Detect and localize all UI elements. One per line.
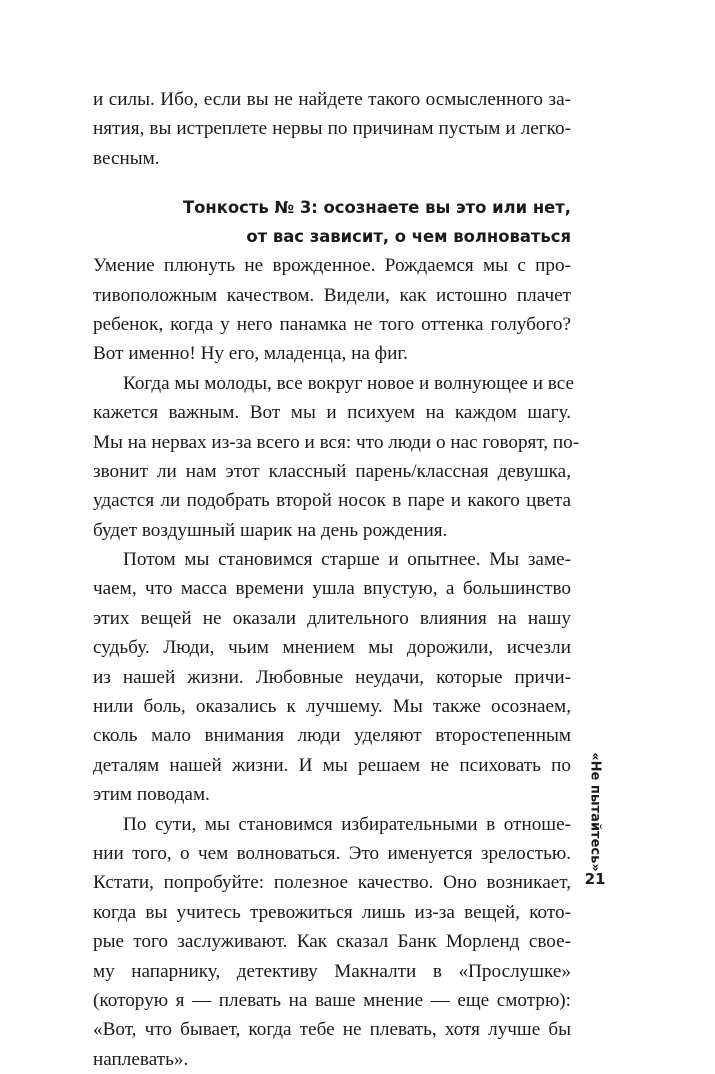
- text-line: «Вот, что бывает, когда тебе не плевать, хотя лучше бы: [93, 1019, 571, 1041]
- text-line: Кстати, попробуйте: полезное качество. Оно возникает,: [93, 872, 571, 894]
- intro-paragraph: [93, 85, 571, 173]
- text-line: Потом мы становимся старше и опытнее. Мы заме-: [123, 549, 571, 571]
- text-line: из нашей жизни. Любовные неудачи, которые причи-: [93, 666, 571, 688]
- text-line: когда вы учитесь тревожиться лишь из-за вещей, кото-: [93, 901, 571, 923]
- text-line: Мы на нервах из-за всего и вся: что люди о нас говорят, по-: [93, 431, 580, 453]
- text-line: удастся ли подобрать второй носок в паре и какого цвета: [93, 490, 571, 512]
- paragraph-3: [93, 545, 571, 810]
- page-number: 21: [584, 870, 606, 888]
- text-line: чаем, что масса времени ушла впустую, а большинство: [93, 578, 571, 600]
- text-line: нии того, о чем волноваться. Это именуется зрелостью.: [93, 842, 571, 864]
- heading-line: Тонкость № 3: осознаете вы это или нет,: [182, 198, 571, 218]
- running-head-title: «Не пытайтесь»: [587, 752, 603, 872]
- text-line: Умение плюнуть не врожденное. Рождаемся мы с про-: [93, 255, 571, 277]
- text-line: будет воздушный шарик на день рождения.: [93, 519, 448, 541]
- text-line: По сути, мы становимся избирательными в отноше-: [123, 813, 571, 835]
- text-line: этих вещей не оказали длительного влияния на нашу: [93, 607, 571, 629]
- paragraph-2: [93, 369, 580, 545]
- text-line: нили боль, оказались к лучшему. Мы также осознаем,: [93, 696, 571, 718]
- text-line: рые того заслуживают. Как сказал Банк Морленд свое-: [93, 931, 571, 953]
- text-line: тивоположным качеством. Видели, как истошно плачет: [93, 284, 571, 306]
- text-line: судьбу. Люди, чьим мнением мы дорожили, исчезли: [93, 637, 571, 659]
- running-head: [580, 752, 610, 872]
- text-line: Когда мы молоды, все вокруг новое и волнующее и все: [123, 372, 574, 394]
- text-line: ребенок, когда у него панамка не того оттенка голубого?: [93, 313, 571, 335]
- text-line: нятия, вы истреплете нервы по причинам пустым и легко-: [93, 118, 571, 140]
- paragraph-1: [93, 251, 571, 369]
- text-line: наплевать».: [93, 1048, 189, 1070]
- text-line: этим поводам.: [93, 784, 210, 806]
- heading-line: от вас зависит, о чем волноваться: [246, 227, 571, 247]
- text-line: Вот именно! Ну его, младенца, на фиг.: [93, 343, 408, 365]
- text-line: весным.: [93, 147, 160, 169]
- text-line: звонит ли нам этот классный парень/классная девушка,: [93, 460, 571, 482]
- paragraph-4: [93, 810, 571, 1074]
- text-line: (которую я — плевать на ваше мнение — еще смотрю):: [93, 989, 571, 1011]
- text-line: му напарнику, детективу Макналти в «Прослушке»: [93, 960, 571, 982]
- text-line: и силы. Ибо, если вы не найдете такого осмысленного за-: [93, 89, 571, 110]
- text-line: деталям нашей жизни. И мы решаем не психовать по: [93, 754, 571, 776]
- page-body: [93, 85, 580, 1074]
- text-line: кажется важным. Вот мы и психуем на каждом шагу.: [93, 402, 571, 424]
- text-line: сколь мало внимания люди уделяют второстепенным: [93, 725, 571, 747]
- section-heading: [93, 193, 571, 251]
